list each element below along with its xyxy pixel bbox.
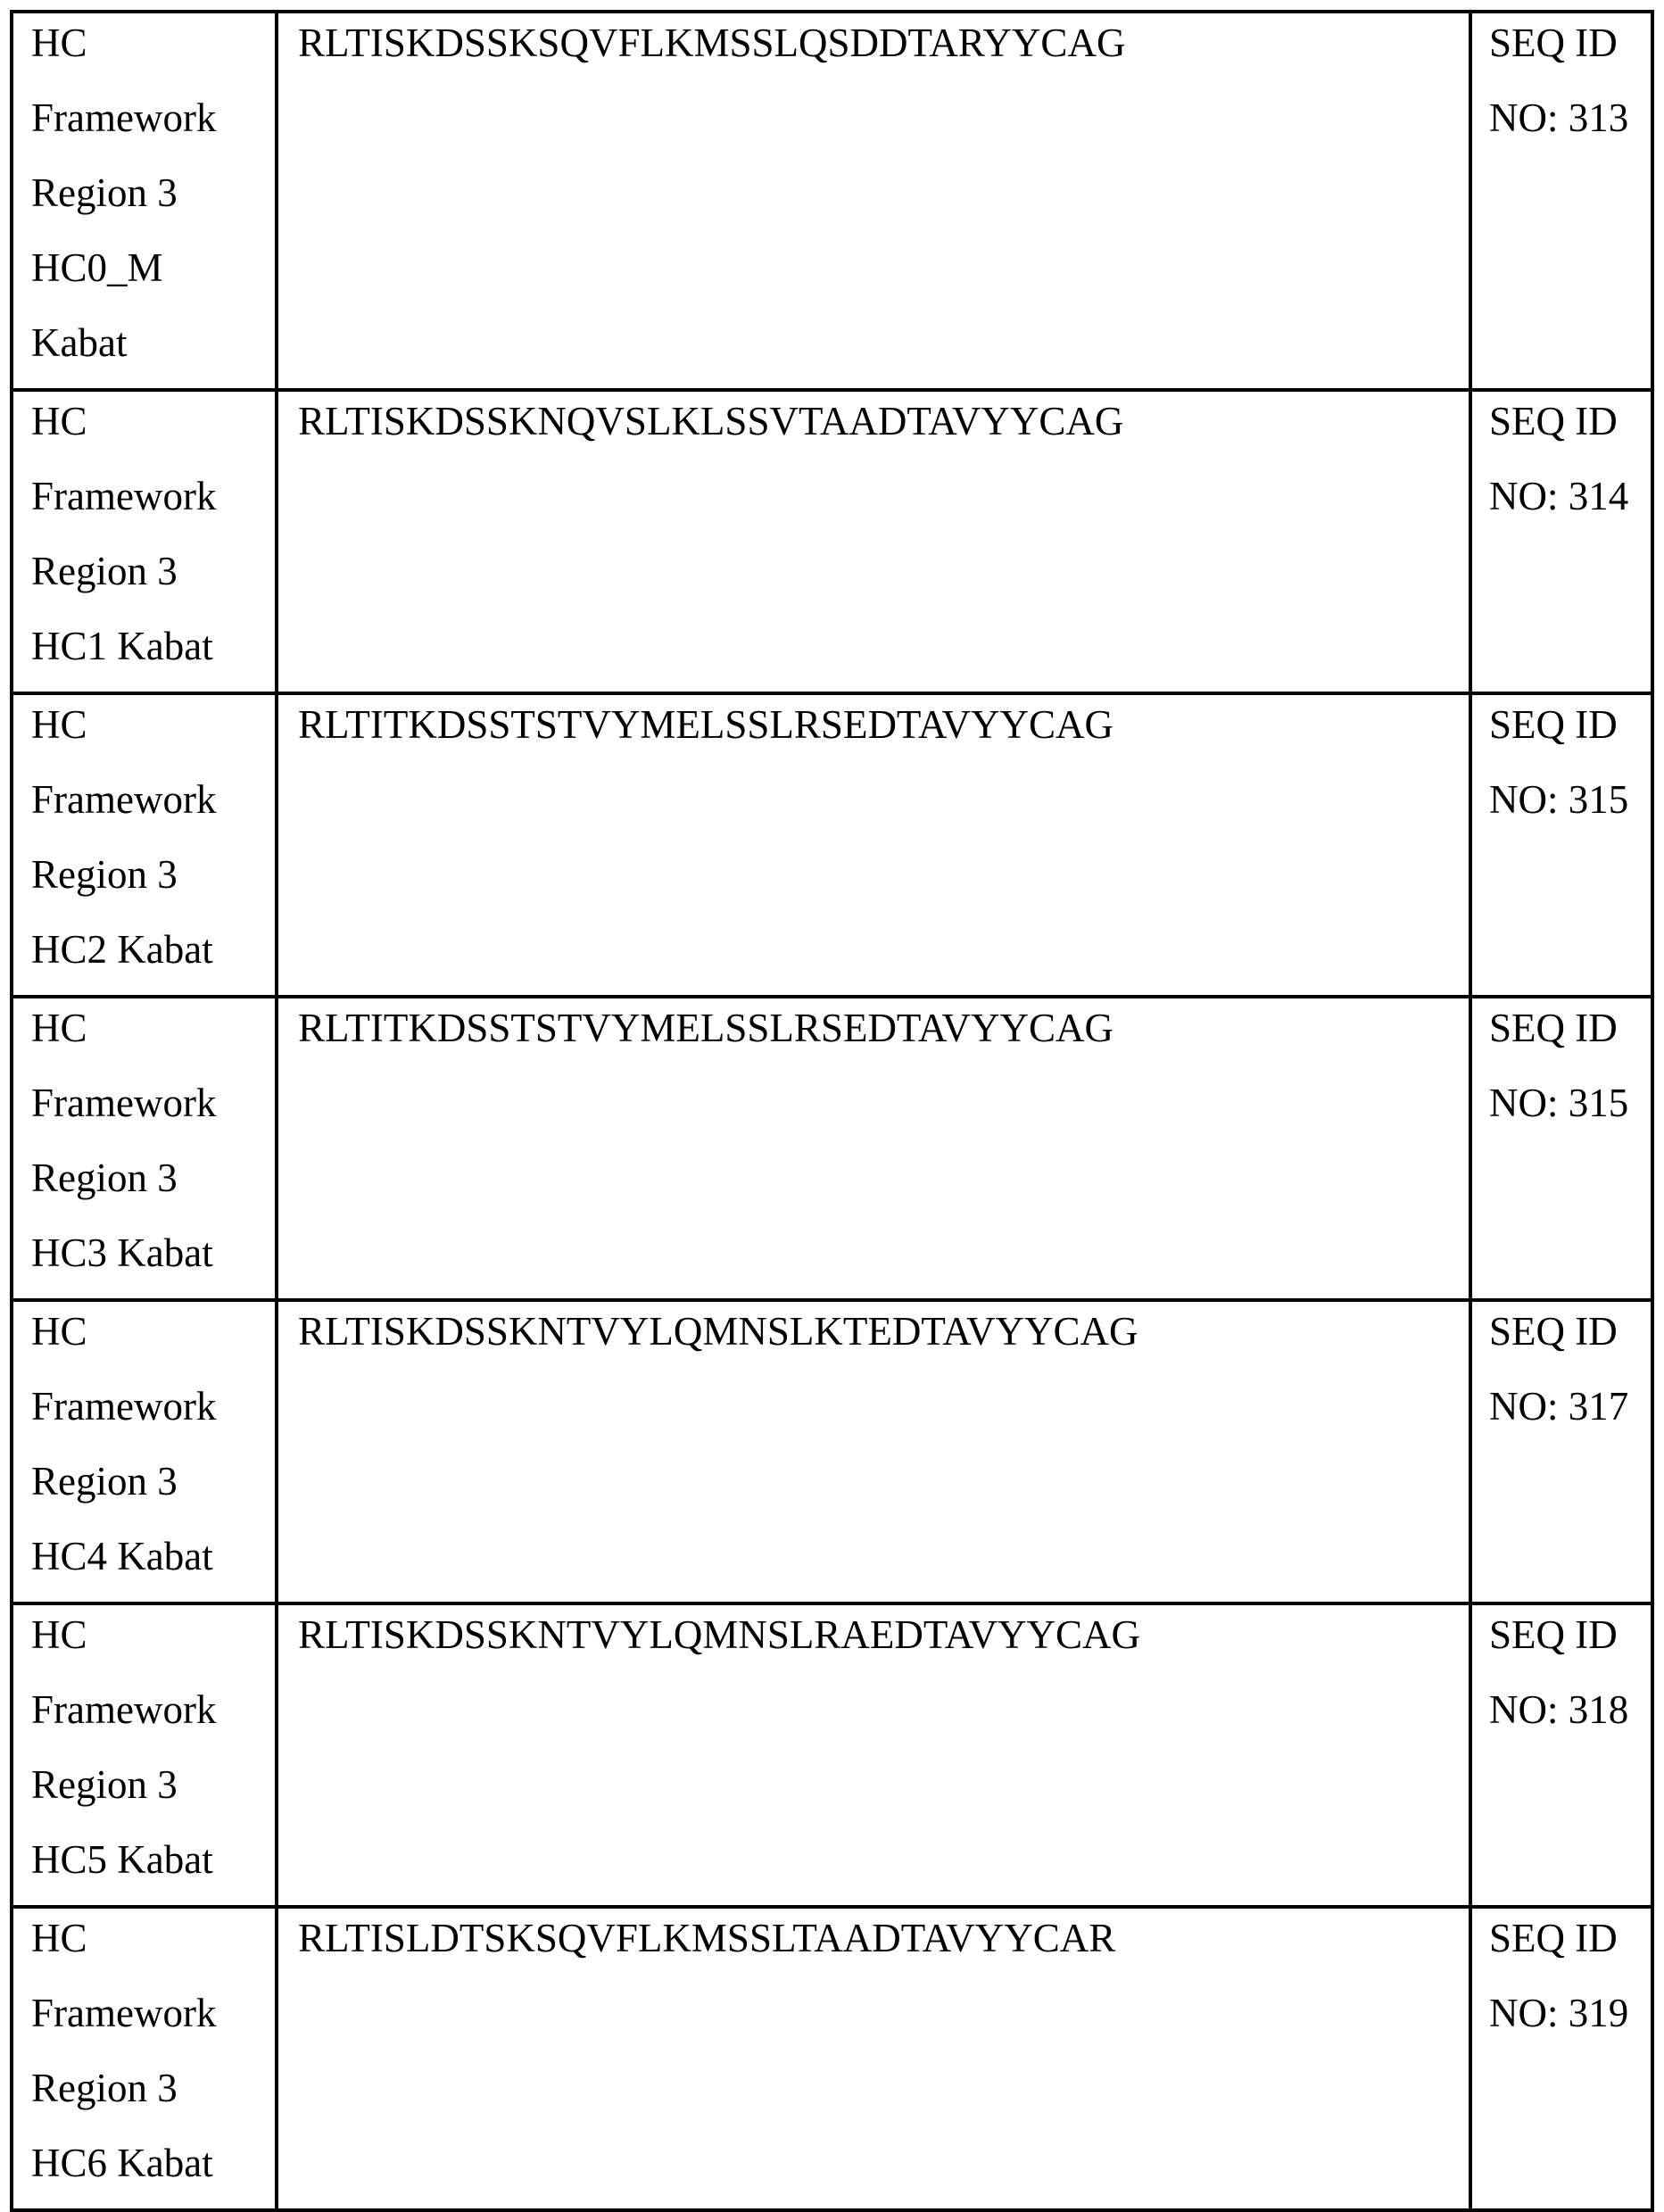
seq-id-line: SEQ ID [1489,1603,1651,1672]
region-name-line: HC1 Kabat [31,609,275,683]
seq-id-line: NO: 319 [1489,1976,1651,2050]
region-name-line: Framework [31,1976,275,2050]
region-name-line: HC [31,12,275,80]
region-name-cell [12,997,277,1300]
table-row [12,997,1652,1300]
region-name-line: HC6 Kabat [31,2125,275,2200]
sequence-cell [277,1300,1470,1603]
region-name-line: Region 3 [31,837,275,912]
region-name-cell [12,390,277,693]
seq-id-line: NO: 313 [1489,80,1651,155]
seq-id-line: SEQ ID [1489,12,1651,80]
region-name-line: Framework [31,1672,275,1747]
sequence-cell [277,390,1470,693]
table-row [12,1300,1652,1603]
region-name-line: Region 3 [31,1444,275,1519]
region-name-cell [12,1300,277,1603]
amino-acid-sequence: RLTISKDSSKNQVSLKLSSVTAADTAVYYCAG [298,390,1469,459]
sequence-cell [277,12,1470,390]
region-name-line: HC5 Kabat [31,1822,275,1897]
amino-acid-sequence: RLTISKDSSKNTVYLQMNSLRAEDTAVYYCAG [298,1603,1469,1672]
region-name-line: Framework [31,459,275,534]
seq-id-line: NO: 315 [1489,762,1651,837]
region-name-line: HC2 Kabat [31,912,275,987]
amino-acid-sequence: RLTISKDSSKNTVYLQMNSLKTEDTAVYYCAG [298,1300,1469,1369]
sequence-table [10,10,1654,2212]
region-name-line: Region 3 [31,155,275,230]
seq-id-line: SEQ ID [1489,1907,1651,1976]
region-name-line: HC3 Kabat [31,1215,275,1290]
seq-id-line: NO: 314 [1489,459,1651,534]
region-name-line: HC [31,1300,275,1369]
region-name-line: Framework [31,762,275,837]
sequence-table-body [12,12,1652,2210]
seq-id-cell [1470,1603,1652,1907]
region-name-cell [12,693,277,997]
region-name-line: Kabat [31,305,275,380]
seq-id-line: NO: 317 [1489,1369,1651,1444]
region-name-line: Region 3 [31,534,275,609]
amino-acid-sequence: RLTITKDSSTSTVYMELSSLRSEDTAVYYCAG [298,693,1469,762]
seq-id-cell [1470,997,1652,1300]
region-name-line: Region 3 [31,1140,275,1215]
seq-id-cell [1470,1300,1652,1603]
region-name-cell [12,12,277,390]
region-name-line: Region 3 [31,1747,275,1822]
table-row [12,1603,1652,1907]
region-name-line: Region 3 [31,2050,275,2125]
region-name-line: HC [31,693,275,762]
seq-id-line: SEQ ID [1489,997,1651,1065]
amino-acid-sequence: RLTITKDSSTSTVYMELSSLRSEDTAVYYCAG [298,997,1469,1065]
sequence-cell [277,1603,1470,1907]
seq-id-cell [1470,12,1652,390]
region-name-line: HC [31,390,275,459]
sequence-cell [277,997,1470,1300]
seq-id-line: SEQ ID [1489,693,1651,762]
region-name-line: Framework [31,1065,275,1140]
seq-id-cell [1470,1907,1652,2210]
sequence-cell [277,1907,1470,2210]
seq-id-line: SEQ ID [1489,390,1651,459]
region-name-line: Framework [31,1369,275,1444]
region-name-cell [12,1907,277,2210]
seq-id-cell [1470,390,1652,693]
amino-acid-sequence: RLTISLDTSKSQVFLKMSSLTAADTAVYYCAR [298,1907,1469,1976]
seq-id-cell [1470,693,1652,997]
table-row [12,1907,1652,2210]
region-name-cell [12,1603,277,1907]
table-row [12,12,1652,390]
region-name-line: HC [31,1603,275,1672]
region-name-line: HC4 Kabat [31,1519,275,1594]
region-name-line: HC [31,997,275,1065]
seq-id-line: SEQ ID [1489,1300,1651,1369]
region-name-line: HC [31,1907,275,1976]
sequence-cell [277,693,1470,997]
region-name-line: HC0_M [31,230,275,305]
amino-acid-sequence: RLTISKDSSKSQVFLKMSSLQSDDTARYYCAG [298,12,1469,80]
region-name-line: Framework [31,80,275,155]
table-row [12,390,1652,693]
table-row [12,693,1652,997]
seq-id-line: NO: 318 [1489,1672,1651,1747]
seq-id-line: NO: 315 [1489,1065,1651,1140]
